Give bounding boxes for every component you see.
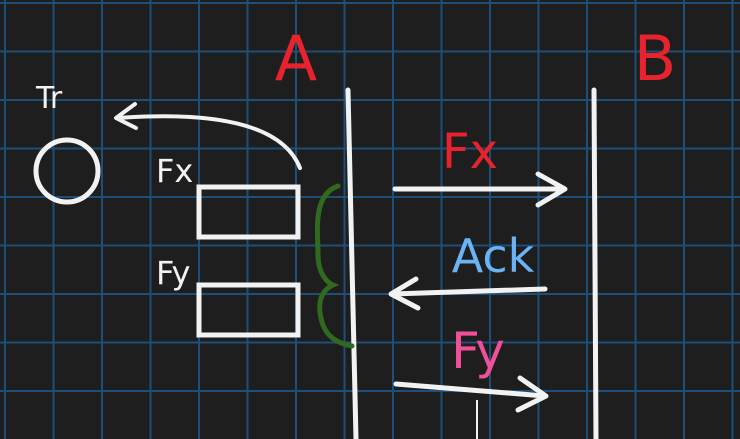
timer-label: Tr — [36, 81, 63, 116]
lifeline-b — [594, 90, 596, 439]
message-ack-label: Ack — [451, 229, 535, 283]
node-a-label: A — [274, 22, 318, 95]
message-fx-label: Fx — [441, 124, 499, 180]
message-fy-label: Fy — [451, 322, 505, 380]
frame-x-label: Fx — [156, 152, 194, 190]
node-b-label: B — [633, 22, 677, 95]
frame-y-label: Fy — [156, 254, 191, 292]
